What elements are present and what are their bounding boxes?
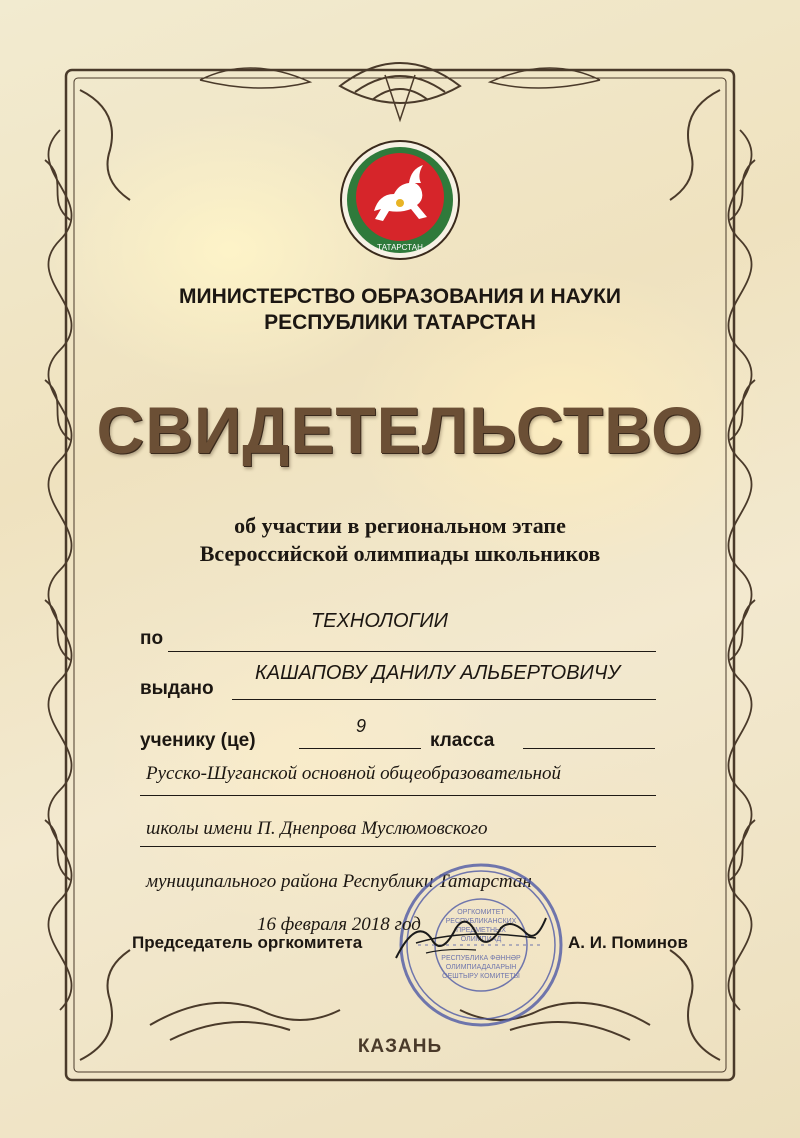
chairman-name: А. И. Поминов xyxy=(568,933,688,952)
svg-text:РЕСПУБЛИКАНСКИХ: РЕСПУБЛИКАНСКИХ xyxy=(445,918,517,925)
ministry-line-1: МИНИСТЕРСТВО ОБРАЗОВАНИЯ И НАУКИ xyxy=(179,285,621,308)
svg-text:ТАТАРСТАН: ТАТАРСТАН xyxy=(377,243,423,252)
svg-text:ОРГКОМИТЕТ: ОРГКОМИТЕТ xyxy=(457,909,505,916)
school-line-2: школы имени П. Днепрова Муслюмовского xyxy=(146,818,488,839)
signature-icon xyxy=(386,898,556,978)
subject-label: по xyxy=(140,628,164,649)
school-line-1: Русско-Шуганской основной общеобразовательной xyxy=(146,763,562,784)
svg-text:РЕСПУБЛИКА ФӘННӘР: РЕСПУБЛИКА ФӘННӘР xyxy=(441,955,521,962)
grade-label: класса xyxy=(430,730,495,751)
tatarstan-coat-of-arms-icon xyxy=(339,139,461,261)
certificate-subtitle xyxy=(0,512,800,568)
city-name: КАЗАНЬ xyxy=(357,1036,443,1057)
issued-line xyxy=(232,699,656,700)
subject-line xyxy=(168,651,656,652)
svg-text:ОЕШТЫРУ КОМИТЕТЫ: ОЕШТЫРУ КОМИТЕТЫ xyxy=(442,973,520,980)
grade-line xyxy=(299,748,421,749)
subject-value: ТЕХНОЛОГИИ xyxy=(311,610,448,632)
ministry-name xyxy=(0,284,800,336)
certificate-title: СВИДЕТЕЛЬСТВО xyxy=(96,393,704,467)
issued-label: выдано xyxy=(140,678,214,699)
student-label: ученику (це) xyxy=(140,730,256,751)
school-underline-2 xyxy=(140,846,656,847)
school-line-3: муниципального района Республики Татарстан xyxy=(146,871,532,892)
recipient-name: КАШАПОВУ ДАНИЛУ АЛЬБЕРТОВИЧУ xyxy=(255,662,621,684)
chairman-title: Председатель оргкомитета xyxy=(132,933,363,952)
grade-value: 9 xyxy=(356,716,367,736)
grade-extra-line xyxy=(523,748,655,749)
ministry-line-2: РЕСПУБЛИКИ ТАТАРСТАН xyxy=(264,311,536,334)
svg-text:ПРЕДМЕТНЫХ: ПРЕДМЕТНЫХ xyxy=(456,927,506,934)
svg-text:ОЛИМПИАД: ОЛИМПИАД xyxy=(460,936,502,943)
issue-date: 16 февраля 2018 год xyxy=(257,914,421,935)
subtitle-line-1: об участии в региональном этапе xyxy=(234,513,566,538)
school-underline-1 xyxy=(140,795,656,796)
svg-text:ОЛИМПИАДАЛАРЫН: ОЛИМПИАДАЛАРЫН xyxy=(445,964,517,971)
subtitle-line-2: Всероссийской олимпиады школьников xyxy=(199,541,601,566)
